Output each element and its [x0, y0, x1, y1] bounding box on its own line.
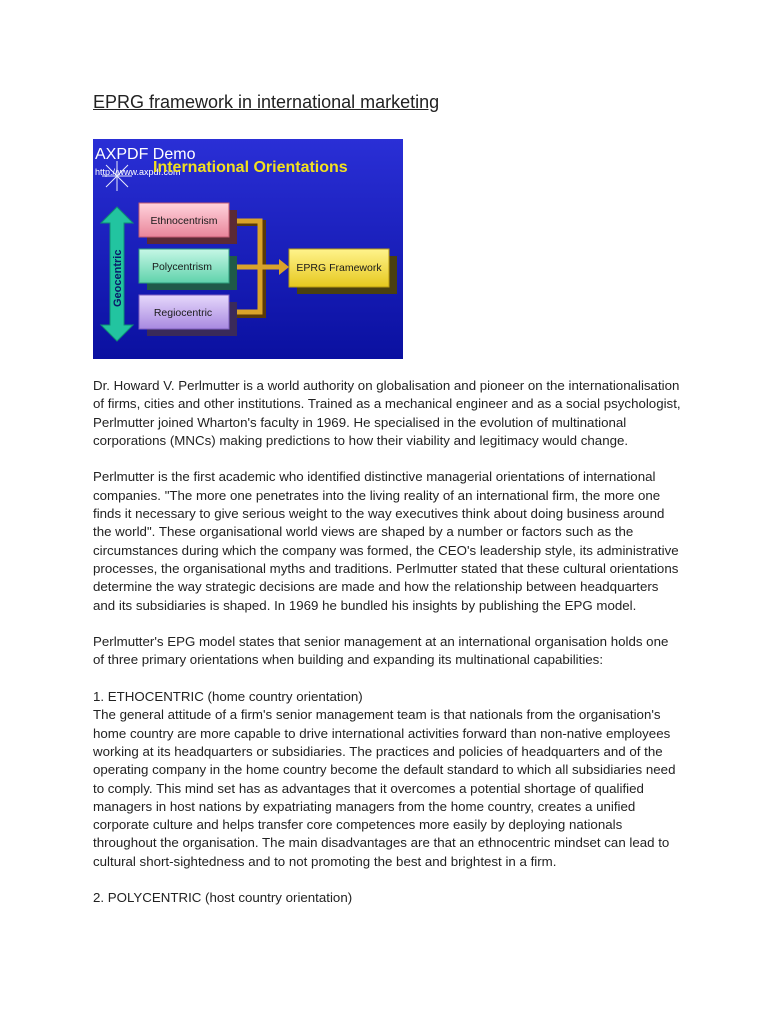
section-polycentric: [93, 889, 683, 907]
watermark-title: AXPDF Demo: [95, 146, 196, 163]
box-ethnocentrism-label: Ethnocentrism: [150, 215, 218, 227]
box-polycentrism-label: Polycentrism: [151, 261, 213, 273]
watermark-url: http://www.axpdf.com: [95, 167, 181, 177]
document-page: [93, 88, 683, 906]
paragraph-epg-model: Perlmutter's EPG model states that senior management at an international organisation holds one of three primary orientations when building and expanding its multinational capabilities:: [93, 634, 669, 668]
geocentric-label: Geocentric: [112, 249, 124, 307]
box-regiocentric: [139, 295, 237, 336]
article-body: [93, 377, 683, 926]
article-title[interactable]: EPRG framework in international marketing: [93, 92, 440, 112]
section-polycentric-heading: 2. POLYCENTRIC (host country orientation): [93, 890, 353, 906]
diagram-heading: International Orientations: [153, 159, 348, 176]
box-eprg-framework: [289, 249, 397, 294]
section-ethnocentric-heading: 1. ETHOCENTRIC (home country orientation): [93, 689, 363, 705]
section-ethnocentric-text: The general attitude of a firm's senior management team is that nationals from the organisation's home country are more capable to drive international activities forward than non-native employees working at its headquarters or subsidiaries. The practices and policies of headquarters and of the operating company in the home country become the default standard to which all subsidiaries need to comply. This mind set has as advantages that it overcomes a potential shortage of qualified managers in host nations by expatriating managers from the home country, creates a unified corporate culture and helps transfer core competences more easily by deploying nationals throughout the organisation. The main disadvantages are that an ethnocentric mindset can lead to cultural short-sightedness and to not promoting the best and brightest in a firm.: [93, 707, 676, 869]
paragraph-intro: Dr. Howard V. Perlmutter is a world authority on globalisation and pioneer on the internationalisation of firms, cities and other institutions. Trained as a mechanical engineer and as a social psychologist, Perlmutter joined Wharton's faculty in 1969. He specialised in the evolution of multinational corporations (MNCs) making predictions to how their viability and legitimacy would change.: [93, 378, 681, 448]
section-ethnocentric: [93, 688, 683, 871]
paragraph-orientations: Perlmutter is the first academic who identified distinctive managerial orientations of international companies. "The more one penetrates into the living reality of an international firm, the more one finds it necessary to give serious weight to the way executives think about doing business around the world". These organisational world views are shaped by a number or factors such as the circumstances during which the company was formed, the CEO's leadership style, its administrative processes, the organisational myths and traditions. Perlmutter stated that these cultural orientations determine the way strategic decisions are made and how the relationship between headquarters and its subsidiaries is shaped. In 1969 he bundled his insights by publishing the EPG model.: [93, 469, 679, 613]
box-ethnocentrism: [139, 203, 237, 244]
box-eprg-framework-label: EPRG Framework: [296, 262, 382, 274]
box-regiocentric-label: Regiocentric: [153, 307, 213, 319]
box-polycentrism: [139, 249, 237, 290]
eprg-diagram-image: [93, 139, 403, 359]
